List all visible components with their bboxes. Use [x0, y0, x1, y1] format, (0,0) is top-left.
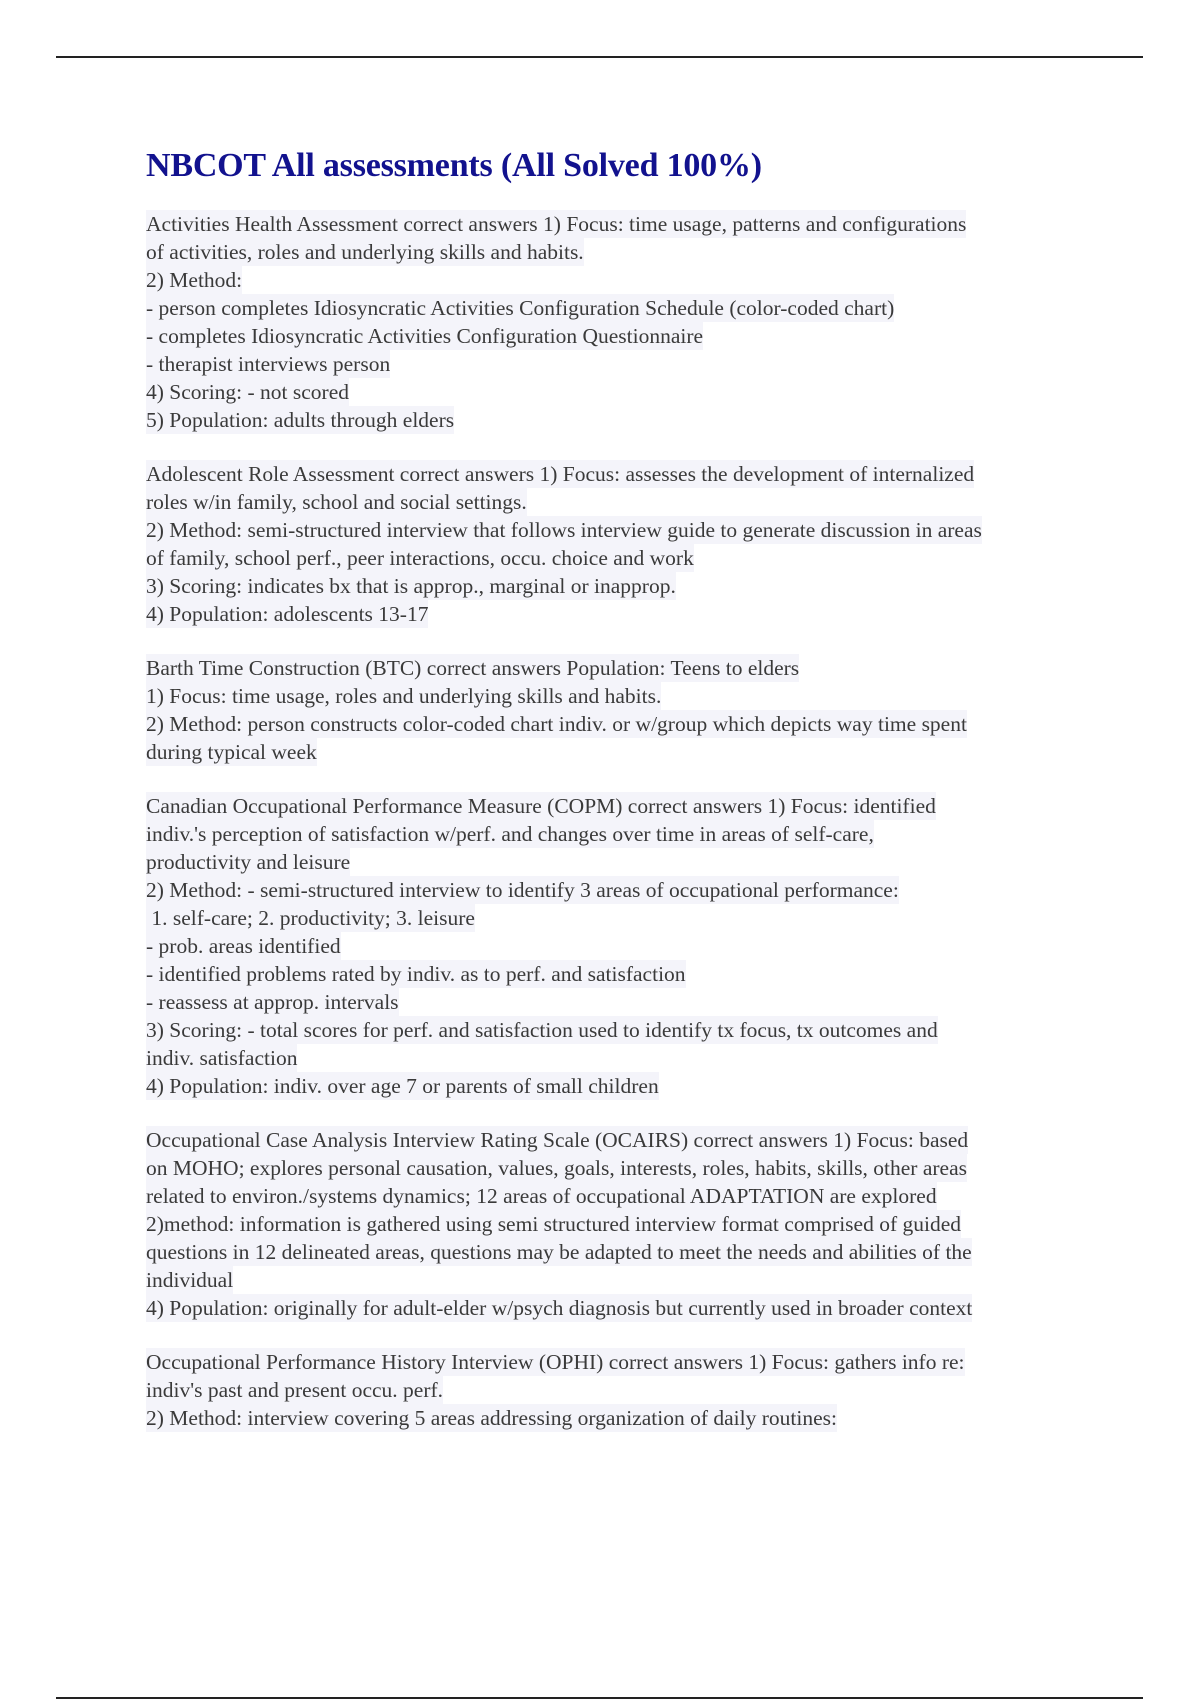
entry-line: indiv.'s perception of satisfaction w/perf. and changes over time in areas of self-care, — [146, 822, 874, 846]
entry-line: Adolescent Role Assessment correct answers 1) Focus: assesses the development of internalized — [146, 462, 975, 486]
entry-line: 3) Scoring: - total scores for perf. and satisfaction used to identify tx focus, tx outcomes and — [146, 1018, 938, 1042]
entry-line: - person completes Idiosyncratic Activities Configuration Schedule (color-coded chart) — [146, 296, 895, 320]
entry-line: 2)method: information is gathered using semi structured interview format comprised of guided — [146, 1212, 962, 1236]
entry-ocairs — [146, 1126, 1096, 1322]
entry-line: 3) Scoring: indicates bx that is approp., marginal or inapprop. — [146, 574, 676, 598]
entry-line: 4) Population: adolescents 13-17 — [146, 602, 429, 626]
entry-line: - reassess at approp. intervals — [146, 990, 399, 1014]
entry-barth-time-construction — [146, 654, 1096, 766]
entry-line: 1. self-care; 2. productivity; 3. leisure — [146, 906, 475, 930]
entry-line: related to environ./systems dynamics; 12 areas of occupational ADAPTATION are explored — [146, 1184, 937, 1208]
footer-rule — [56, 1697, 1143, 1699]
entry-line: 2) Method: person constructs color-coded chart indiv. or w/group which depicts way time spent — [146, 712, 967, 736]
entry-copm — [146, 792, 1096, 1100]
entry-line: 2) Method: semi-structured interview that follows interview guide to generate discussion in areas — [146, 518, 982, 542]
entry-line: 4) Population: indiv. over age 7 or parents of small children — [146, 1074, 659, 1098]
entry-line: Canadian Occupational Performance Measure (COPM) correct answers 1) Focus: identified — [146, 794, 936, 818]
entry-line: Occupational Performance History Interview (OPHI) correct answers 1) Focus: gathers info re: — [146, 1350, 965, 1374]
entry-ophi — [146, 1348, 1096, 1432]
entry-line: - identified problems rated by indiv. as to perf. and satisfaction — [146, 962, 686, 986]
entry-line: Occupational Case Analysis Interview Rating Scale (OCAIRS) correct answers 1) Focus: based — [146, 1128, 969, 1152]
header-rule — [56, 56, 1143, 58]
entry-line: Activities Health Assessment correct answers 1) Focus: time usage, patterns and configurations — [146, 212, 967, 236]
entry-line: questions in 12 delineated areas, questions may be adapted to meet the needs and abilities of the — [146, 1240, 972, 1264]
entry-line: 4) Population: originally for adult-elder w/psych diagnosis but currently used in broader context — [146, 1296, 973, 1320]
entry-line: 4) Scoring: - not scored — [146, 380, 350, 404]
entry-adolescent-role-assessment — [146, 460, 1096, 628]
entry-line: 2) Method: interview covering 5 areas addressing organization of daily routines: — [146, 1406, 837, 1430]
entry-line: on MOHO; explores personal causation, values, goals, interests, roles, habits, skills, other areas — [146, 1156, 967, 1180]
entry-line: - prob. areas identified — [146, 934, 341, 958]
entry-line: of family, school perf., peer interactions, occu. choice and work — [146, 546, 694, 570]
entry-line: indiv. satisfaction — [146, 1046, 298, 1070]
entry-activities-health-assessment — [146, 210, 1096, 434]
entry-line: 2) Method: — [146, 268, 243, 292]
entry-line: 2) Method: - semi-structured interview to identify 3 areas of occupational performance: — [146, 878, 899, 902]
document-body — [146, 142, 1096, 1458]
entry-line: 5) Population: adults through elders — [146, 408, 455, 432]
entry-line: 1) Focus: time usage, roles and underlying skills and habits. — [146, 684, 662, 708]
entry-line: - completes Idiosyncratic Activities Configuration Questionnaire — [146, 324, 704, 348]
entry-line: Barth Time Construction (BTC) correct answers Population: Teens to elders — [146, 656, 800, 680]
document-title: NBCOT All assessments (All Solved 100%) — [146, 147, 762, 184]
entry-line: - therapist interviews person — [146, 352, 391, 376]
entry-line: roles w/in family, school and social settings. — [146, 490, 527, 514]
entry-line: of activities, roles and underlying skills and habits. — [146, 240, 584, 264]
entry-line: individual — [146, 1268, 234, 1292]
entry-line: indiv's past and present occu. perf. — [146, 1378, 444, 1402]
entry-line: productivity and leisure — [146, 850, 351, 874]
entry-line: during typical week — [146, 740, 317, 764]
